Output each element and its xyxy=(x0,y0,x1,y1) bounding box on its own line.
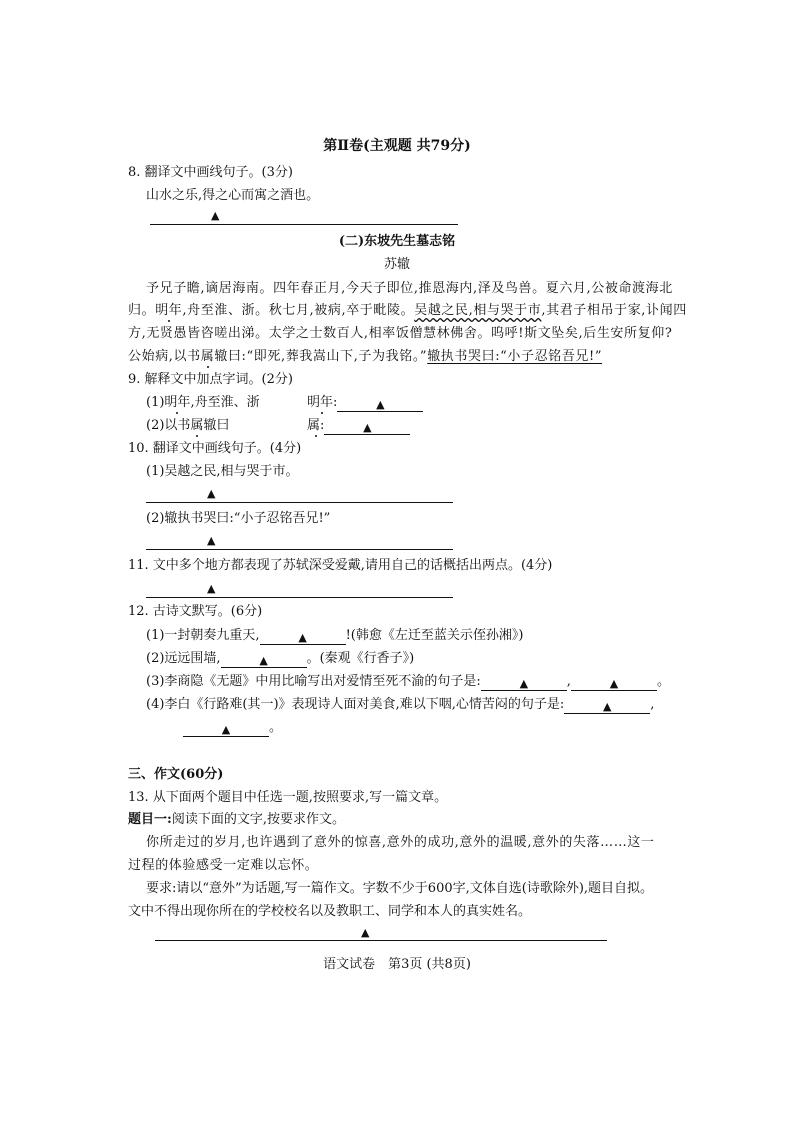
q12-blank-2[interactable]: ▲ xyxy=(221,652,307,668)
underlined-sentence-2: 辙执书哭曰:“小子忍铭吾兄!” xyxy=(427,349,603,364)
requirement-line-1: 要求:请以“意外”为话题,写一篇作文。字数不少于600字,文体自选(诗歌除外),题目自拟。 xyxy=(146,881,654,896)
q11-answer-marker: ▲ xyxy=(207,582,216,595)
q8-stem: 8. 翻译文中画线句子。(3分) xyxy=(128,165,293,180)
page-footer: 语文试卷 第3页 (共8页) xyxy=(323,957,471,972)
q10-answer-1-line[interactable] xyxy=(146,502,453,503)
q10-answer-2-marker: ▲ xyxy=(207,534,216,547)
q13-stem: 13. 从下面两个题目中任选一题,按照要求,写一篇文章。 xyxy=(128,790,448,805)
q10-stem: 10. 翻译文中画线句子。(4分) xyxy=(128,441,302,456)
q11-stem: 11. 文中多个地方都表现了苏轼深受爱戴,请用自己的话概括出两点。(4分) xyxy=(128,558,553,573)
section-2-title: 第Ⅱ卷(主观题 共79分) xyxy=(323,138,471,154)
passage-line-4: 公始病,以书属辙曰:“即死,葬我嵩山下,子为我铭。”辙执书哭曰:“小子忍铭吾兄!” xyxy=(128,349,603,364)
q9-item-1: (1)明年,舟至淮、浙 xyxy=(146,395,260,410)
q9-item-2: (2)以书属辙曰 xyxy=(146,418,230,433)
essay-answer-marker: ▲ xyxy=(361,926,370,939)
q8-answer-line[interactable] xyxy=(150,224,458,225)
q12-blank-4b[interactable]: ▲ xyxy=(183,721,269,737)
passage-line-1: 予兄子瞻,谪居海南。四年春正月,今天子即位,推恩海内,泽及鸟兽。夏六月,公被命渡海北 xyxy=(146,281,673,296)
passage-title: (二)东坡先生墓志铭 xyxy=(338,234,456,249)
q9-item-1-word: 明年: ▲ xyxy=(307,394,423,412)
q12-stem: 12. 古诗文默写。(6分) xyxy=(128,604,263,619)
topic-1: 题目一:阅读下面的文字,按要求作文。 xyxy=(128,812,345,827)
essay-answer-line[interactable] xyxy=(155,940,607,941)
q12-item-2: (2)远远围墙, ▲ 。(秦观《行香子》) xyxy=(146,651,415,667)
q10-item-2: (2)辙执书哭曰:“小子忍铭吾兄!” xyxy=(146,511,331,526)
q11-answer-line[interactable] xyxy=(146,597,453,598)
q12-blank-3a[interactable]: ▲ xyxy=(481,675,567,691)
q10-item-1: (1)吴越之民,相与哭于市。 xyxy=(146,464,299,479)
passage-line-2: 归。明年,舟至淮、浙。秋七月,被病,卒于毗陵。吴越之民,相与哭于市,其君子相吊于家,讣闻四 xyxy=(128,303,687,318)
q12-blank-1[interactable]: ▲ xyxy=(260,629,346,645)
requirement-line-2: 文中不得出现你所在的学校校名以及教职工、同学和本人的真实姓名。 xyxy=(128,904,532,919)
passage-line-3: 方,无贤愚皆咨嗟出涕。太学之士数百人,相率饭僧慧林佛舍。呜呼!斯文坠矣,后生安所复仰? xyxy=(128,326,673,341)
dotted-word-shu: 属 xyxy=(200,349,215,364)
prompt-line-1: 你所走过的岁月,也许遇到了意外的惊喜,意外的成功,意外的温暖,意外的失落……这一 xyxy=(146,835,655,850)
q8-answer-marker: ▲ xyxy=(211,209,220,222)
q12-blank-4a[interactable]: ▲ xyxy=(564,698,650,714)
q12-item-3: (3)李商隐《无题》中用比喻写出对爱情至死不渝的句子是: ▲ , ▲ 。 xyxy=(146,674,670,690)
q10-answer-1-marker: ▲ xyxy=(207,487,216,500)
dotted-word-mingnian: 明年 xyxy=(155,303,183,318)
q8-sentence: 山水之乐,得之心而寓之酒也。 xyxy=(146,188,320,203)
q9-answer-2[interactable]: ▲ xyxy=(324,419,410,435)
q12-item-4-cont: ▲ 。 xyxy=(183,719,282,737)
q9-item-2-word: 属: ▲ xyxy=(307,417,410,435)
q12-item-1: (1)一封朝奏九重天, ▲ !(韩愈《左迁至蓝关示侄孙湘》) xyxy=(146,628,524,644)
q9-stem: 9. 解释文中加点字词。(2分) xyxy=(128,372,293,387)
q12-blank-3b[interactable]: ▲ xyxy=(571,675,657,691)
q10-answer-2-line[interactable] xyxy=(146,549,453,550)
q9-answer-1[interactable]: ▲ xyxy=(337,396,423,412)
prompt-line-2: 过程的体验感受一定难以忘怀。 xyxy=(128,858,319,873)
passage-author: 苏辙 xyxy=(383,257,410,272)
section-3-title: 三、作文(60分) xyxy=(128,767,224,782)
underlined-sentence-1: 吴越之民,相与哭于市 xyxy=(414,303,542,318)
q12-item-4: (4)李白《行路难(其一)》表现诗人面对美食,难以下咽,心情苦闷的句子是: ▲ , xyxy=(146,697,655,713)
